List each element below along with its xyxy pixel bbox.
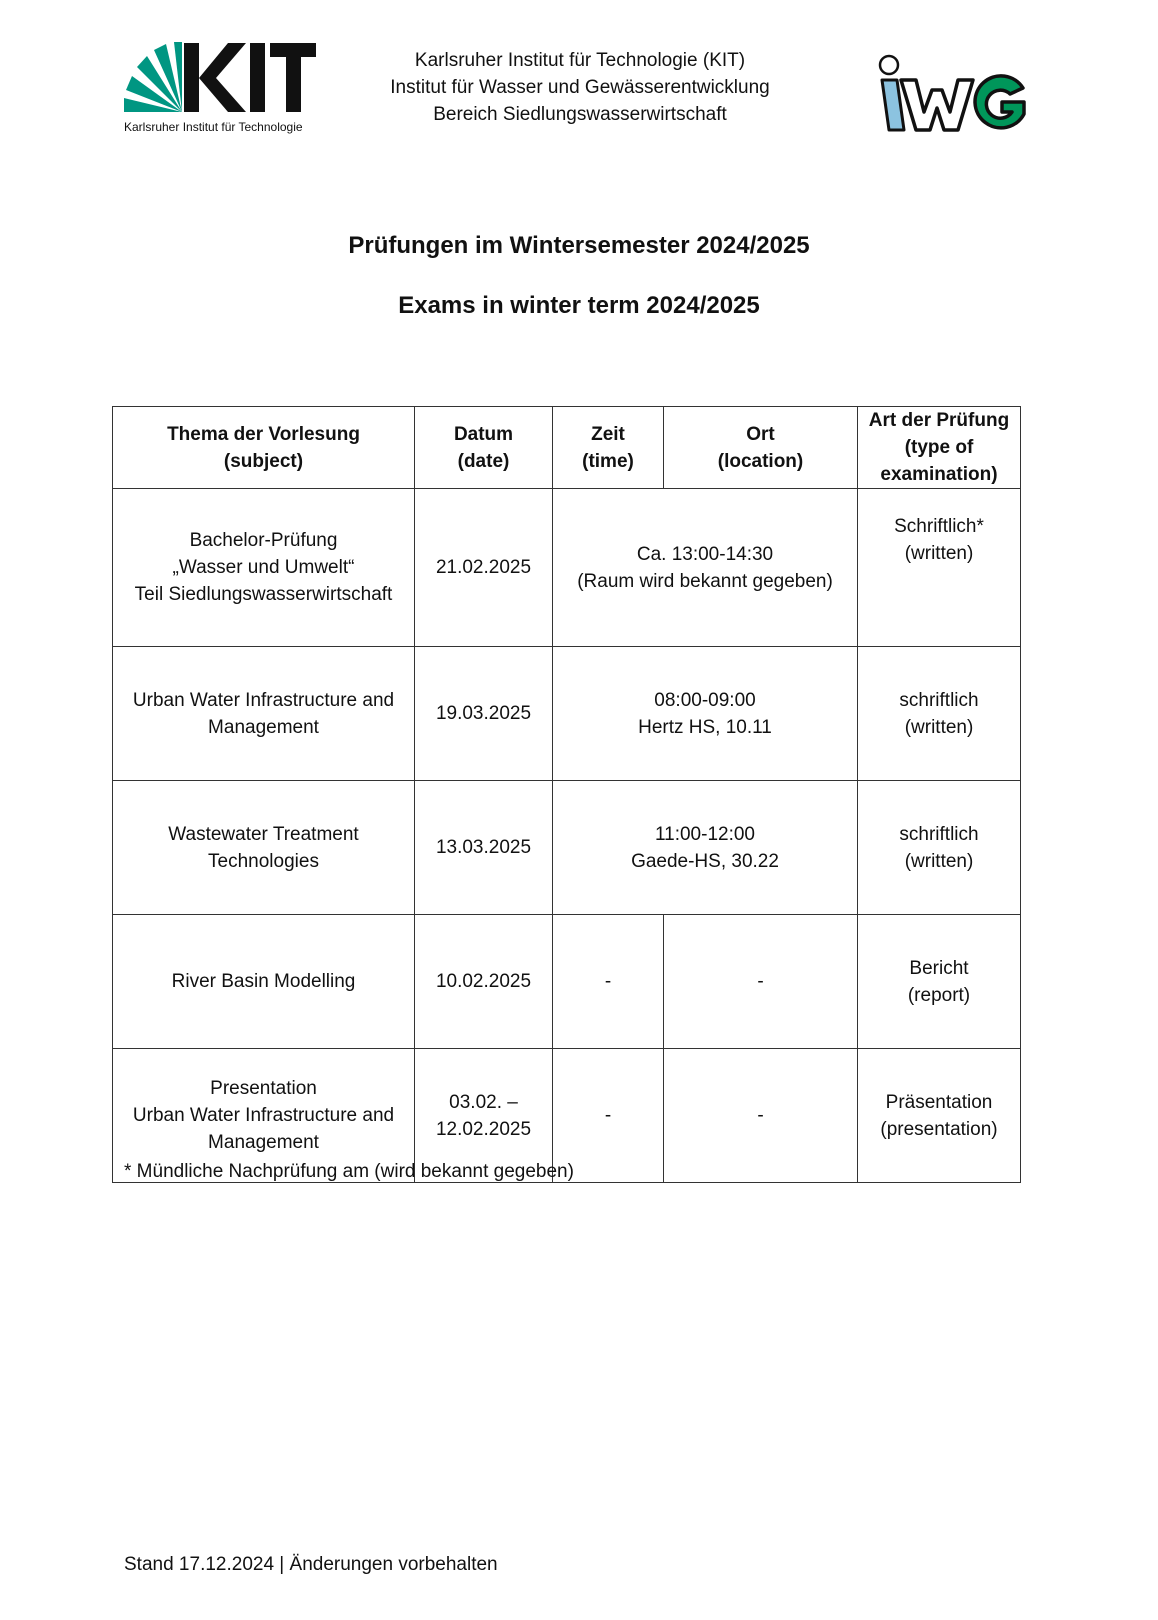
- table-row: [113, 647, 1021, 781]
- revision-note: Stand 17.12.2024 | Änderungen vorbehalten: [124, 1554, 498, 1575]
- subject-cell: Urban Water Infrastructure and Management: [113, 647, 415, 781]
- exam-type-cell: Schriftlich* (written): [858, 489, 1021, 647]
- date-cell: 19.03.2025: [415, 647, 553, 781]
- exams-table: [112, 406, 1021, 1183]
- header-location: Ort (location): [664, 407, 858, 489]
- time-location-cell: 08:00-09:00 Hertz HS, 10.11: [553, 647, 858, 781]
- location-cell: -: [664, 1049, 858, 1183]
- table-row: [113, 781, 1021, 915]
- table-row: [113, 489, 1021, 647]
- date-cell: 21.02.2025: [415, 489, 553, 647]
- subject-cell: River Basin Modelling: [113, 915, 415, 1049]
- header-date: Datum (date): [415, 407, 553, 489]
- page-title-german: Prüfungen im Wintersemester 2024/2025: [348, 232, 810, 259]
- header-line-1: Karlsruher Institut für Technologie (KIT): [414, 50, 746, 71]
- exam-type-cell: schriftlich (written): [858, 647, 1021, 781]
- header-line-3: Bereich Siedlungswasserwirtschaft: [433, 104, 727, 125]
- subject-cell: Bachelor-Prüfung „Wasser und Umwelt“ Teil Siedlungswasserwirtschaft: [113, 489, 415, 647]
- header-time: Zeit (time): [553, 407, 664, 489]
- date-cell: 13.03.2025: [415, 781, 553, 915]
- time-location-cell: 11:00-12:00 Gaede-HS, 30.22: [553, 781, 858, 915]
- header-line-2: Institut für Wasser und Gewässerentwicklung: [390, 77, 770, 98]
- exam-type-cell: Präsentation (presentation): [858, 1049, 1021, 1183]
- kit-caption: Karlsruher Institut für Technologie: [124, 120, 303, 134]
- table-header-row: [113, 407, 1021, 489]
- header-subject: Thema der Vorlesung (subject): [113, 407, 415, 489]
- institute-header: [330, 47, 830, 128]
- time-location-cell: Ca. 13:00-14:30 (Raum wird bekannt gegeben): [553, 489, 858, 647]
- exam-type-cell: Bericht (report): [858, 915, 1021, 1049]
- header-exam-type: Art der Prüfung (type of examination): [858, 407, 1021, 489]
- iwg-logo: [878, 50, 1038, 140]
- table-row: [113, 915, 1021, 1049]
- time-cell: -: [553, 1049, 664, 1183]
- location-cell: -: [664, 915, 858, 1049]
- date-cell: 10.02.2025: [415, 915, 553, 1049]
- subject-cell: Wastewater Treatment Technologies: [113, 781, 415, 915]
- page-title-english: Exams in winter term 2024/2025: [398, 292, 760, 319]
- time-cell: -: [553, 915, 664, 1049]
- exam-type-cell: schriftlich (written): [858, 781, 1021, 915]
- footnote: * Mündliche Nachprüfung am (wird bekannt gegeben): [124, 1161, 574, 1182]
- date-cell: 03.02. – 12.02.2025: [415, 1049, 553, 1183]
- subject-cell: Presentation Urban Water Infrastructure and Management: [113, 1049, 415, 1183]
